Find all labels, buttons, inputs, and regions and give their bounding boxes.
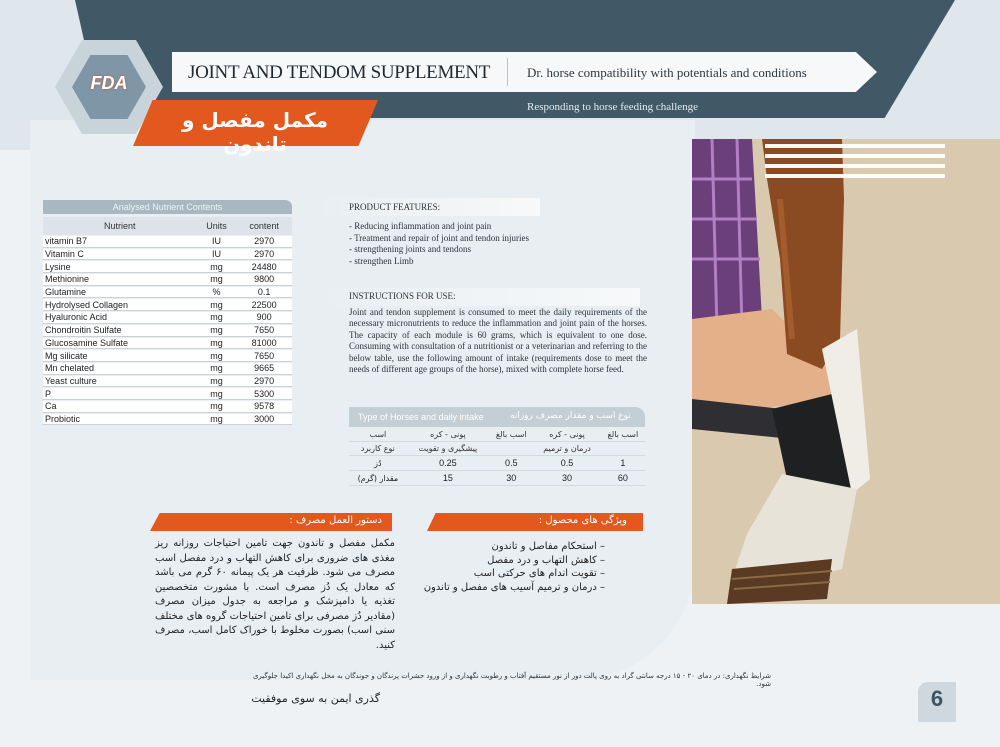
page-title: JOINT AND TENDOM SUPPLEMENT [188,62,491,83]
instructions-title: INSTRUCTIONS FOR USE: [349,291,456,301]
intake-title-fa: نوع اسب و مقدار مصرف روزانه [510,411,631,421]
features-title: PRODUCT FEATURES: [349,202,441,212]
storage-conditions: شرایط نگهداری: در دمای ۲۰ - ۱۵ درجه سانتی گراد به روی پالت دور از نور مستقیم آفتاب و رطوبت نگهداری و از ورود حشرات پرندگان و جوندگان به محل نگهداری اکیدا جلوگیری شود. [252,672,771,688]
table-cell: % [197,287,237,299]
table-cell: Probiotic [43,414,197,426]
table-cell: 5300 [236,388,292,400]
table-cell: mg [197,325,237,337]
table-cell: Methionine [43,274,197,286]
table-cell: 0.1 [236,287,292,299]
table-cell: پونی - کره [533,428,600,442]
column-header: Units [197,217,237,235]
table-cell: 2970 [236,249,292,261]
table-cell: پونی - کره [407,428,489,442]
table-cell: 2970 [236,376,292,388]
table-cell: 81000 [236,338,292,350]
table-cell: IU [197,249,237,261]
table-cell: 9665 [236,363,292,375]
table-cell: mg [197,350,237,362]
table-cell: 60 [601,471,645,486]
table-cell: Glutamine [43,287,197,299]
table-cell: mg [197,299,237,311]
table-cell: 2970 [236,236,292,248]
page-number: 6 [930,686,944,711]
table-cell: mg [197,376,237,388]
table-cell: Lysine [43,261,197,273]
table-cell: Glucosamine Sulfate [43,338,197,350]
table-cell: Hydrolysed Collagen [43,299,197,311]
horse-leg-illustration [692,139,1000,604]
table-cell: Yeast culture [43,376,197,388]
list-item: – کاهش التهاب و درد مفصل [487,554,605,566]
table-cell: 30 [533,471,600,486]
list-item: – تقویت اندام های حرکتی اسب [473,568,605,579]
table-cell: IU [197,236,237,248]
column-header: Nutrient [43,217,197,235]
table-cell: mg [197,261,237,273]
table-row [43,299,292,311]
intake-title-en: Type of Horses and daily intake [358,412,484,422]
page-tagline: Responding to horse feeding challenge [527,101,699,113]
logo-text: FDA [90,73,128,93]
intake-table [349,428,645,486]
table-cell: 1 [601,456,645,471]
table-row [43,338,292,350]
table-cell: mg [197,414,237,426]
table-cell: mg [197,363,237,375]
table-cell: mg [197,274,237,286]
table-cell: دُز [349,456,407,471]
table-cell [601,442,645,456]
table-row [43,414,292,426]
table-row [43,287,292,299]
table-cell: P [43,388,197,400]
table-cell: پیشگیری و تقویت [407,442,489,456]
stripe [765,154,945,158]
page-subtitle: Dr. horse compatibility with potentials and conditions [527,65,807,80]
table-cell [489,442,533,456]
column-header: content [236,217,292,235]
usage-body: مکمل مفصل و تاندون جهت تامین احتیاجات روزانه ریز مغذی های ضروری برای کاهش التهاب و درد مفصل اسب مصرف می شود. ظرفیت هر یک پیمانه ۶۰ گرم می باشد که معادل یک دُز مصرف است. با مشورت متخصصین تغذیه یا دامپزشک و مراجعه به جدول میزان مصرف (مقادیر دُز مصرفی برای تامین احتیاجات گروه های مختلف سنی اسب) بصورت مخلوط با خوراک کامل اسب، مصرف کنید. [155,538,395,651]
table-cell: 9578 [236,401,292,413]
stripe [765,144,945,148]
table-row [43,249,292,261]
table-cell: mg [197,401,237,413]
table-cell: 900 [236,312,292,324]
table-cell: Ca [43,401,197,413]
list-item: - strengthen Limb [349,255,414,266]
table-cell: Hyaluronic Acid [43,312,197,324]
features-fa-list [420,540,605,594]
title-divider [507,58,508,86]
nutrient-table-heading: Analysed Nutrient Contents [43,200,292,214]
table-cell: 7650 [236,325,292,337]
nutrient-table [43,216,292,426]
list-item: – استحکام مفاصل و تاندون [491,541,605,552]
slogan: گذری ایمن به سوی موفقیت [251,692,380,705]
table-row [43,376,292,388]
table-cell: 0.5 [489,456,533,471]
table-cell: مقدار (گرم) [349,471,407,486]
table-cell: درمان و ترمیم [533,442,600,456]
table-row [43,312,292,324]
usage-heading: دستور العمل مصرف : [289,515,382,526]
table-cell: Mg silicate [43,350,197,362]
features-list [349,221,529,267]
table-cell: نوع کاربرد [349,442,407,456]
table-row [43,363,292,375]
table-cell: اسب بالغ [489,428,533,442]
list-item: - Treatment and repair of joint and tendon injuries [349,232,529,243]
table-cell: 9800 [236,274,292,286]
table-cell: mg [197,338,237,350]
table-cell: mg [197,388,237,400]
list-item: – درمان و ترمیم آسیب های مفصل و تاندون [423,581,605,593]
table-row [43,401,292,413]
instructions-body: Joint and tendon supplement is consumed to meet the daily requirements of the necessary micronutrients to reduce the inflammation and joint pain of the horses. The capacity of each module is 60 grams, which is equivalent to one dose. Consuming with consultation of a nutritionist or a veterinarian and referring to the below table, use the following amount of intake (requirements dose to meet the needs of different age groups of the horse), mixed with complete horse feed. [349,307,647,375]
table-cell: 3000 [236,414,292,426]
table-cell: vitamin B7 [43,236,197,248]
table-cell: 24480 [236,261,292,273]
table-cell: Mn chelated [43,363,197,375]
table-row [43,350,292,362]
table-cell: mg [197,312,237,324]
persian-title: مکمل مفصل و تاندون [182,108,328,156]
table-cell: 0.5 [533,456,600,471]
table-cell: 22500 [236,299,292,311]
table-cell: 30 [489,471,533,486]
table-cell: اسب [349,428,407,442]
table-cell: 15 [407,471,489,486]
table-cell: اسب بالغ [601,428,645,442]
list-item: - strengthening joints and tendons [349,244,471,254]
table-row [43,261,292,273]
decorative-stripes [765,144,945,184]
table-row [43,388,292,400]
table-row [43,274,292,286]
stripe [765,174,945,178]
stripe [765,164,945,168]
table-cell: 7650 [236,350,292,362]
features-fa-heading: ویژگی های محصول : [538,515,627,526]
table-cell: Vitamin C [43,249,197,261]
table-cell: Chondroitin Sulfate [43,325,197,337]
table-cell: 0.25 [407,456,489,471]
list-item: - Reducing inflammation and joint pain [349,221,492,231]
horse-leg-photo [692,139,1000,604]
table-row [43,325,292,337]
table-row [43,236,292,248]
